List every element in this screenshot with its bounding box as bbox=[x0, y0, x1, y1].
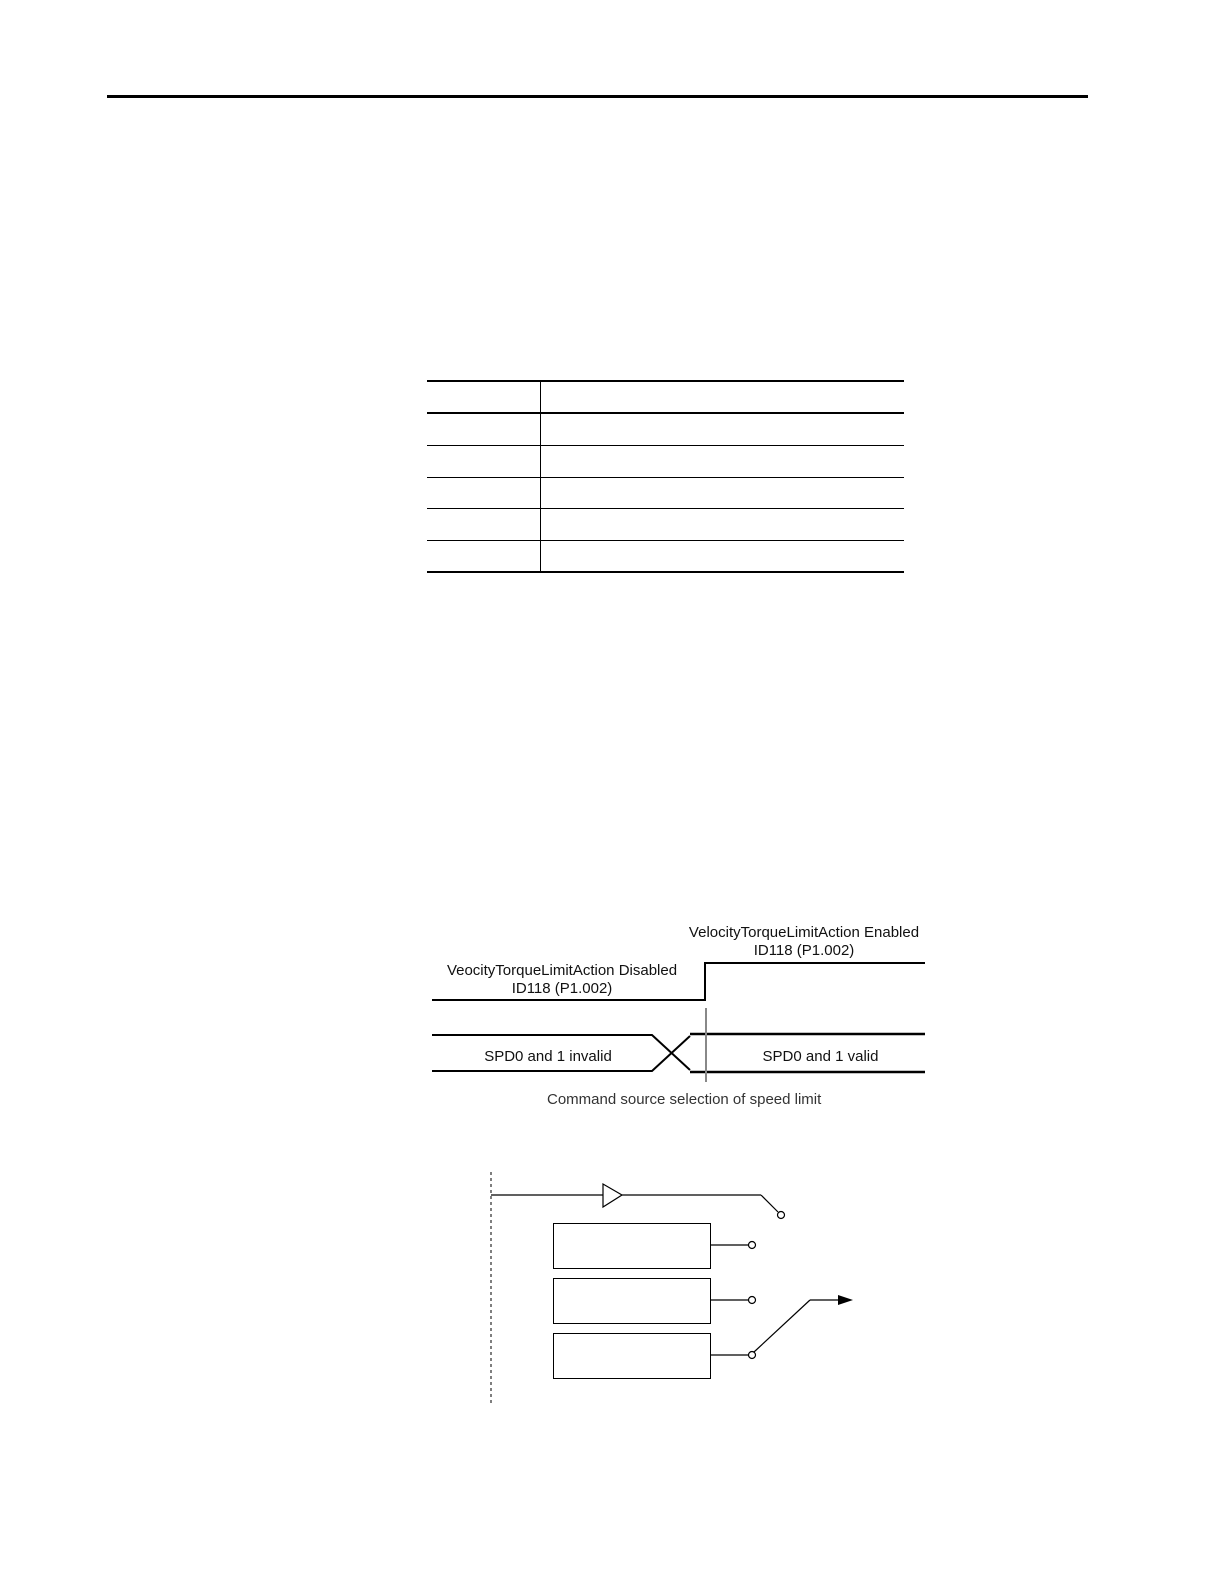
source-box-2 bbox=[553, 1278, 711, 1324]
header-rule bbox=[107, 95, 1088, 98]
buffer-triangle-icon bbox=[603, 1184, 622, 1207]
selector-switch-arm bbox=[754, 1300, 810, 1352]
table-column-divider bbox=[540, 380, 541, 572]
switch-contact-2 bbox=[749, 1242, 756, 1249]
table-row-divider bbox=[427, 445, 904, 446]
timing-diagram bbox=[428, 920, 932, 1120]
table-row-divider bbox=[427, 508, 904, 509]
switch-contact-1 bbox=[778, 1212, 785, 1219]
table-row-divider bbox=[427, 540, 904, 541]
table-row-divider bbox=[427, 477, 904, 478]
output-arrow-icon bbox=[838, 1295, 853, 1305]
valid-label: SPD0 and 1 valid bbox=[762, 1048, 879, 1065]
timing-caption: Command source selection of speed limit bbox=[547, 1091, 822, 1108]
switch-contact-3 bbox=[749, 1297, 756, 1304]
source-box-3 bbox=[553, 1333, 711, 1379]
disabled-label: VeocityTorqueLimitAction Disabled ID118 (P1.002) bbox=[446, 962, 678, 997]
switch-contact-4 bbox=[749, 1352, 756, 1359]
enabled-label: VelocityTorqueLimitAction Enabled ID118 (P1.002) bbox=[688, 924, 920, 959]
parameter-table bbox=[427, 380, 904, 573]
table-header-divider bbox=[427, 412, 904, 414]
speed-limit-source-diagram bbox=[486, 1168, 866, 1408]
invalid-label: SPD0 and 1 invalid bbox=[484, 1048, 612, 1065]
source-box-1 bbox=[553, 1223, 711, 1269]
table-top-border bbox=[427, 380, 904, 382]
table-bottom-border bbox=[427, 571, 904, 573]
